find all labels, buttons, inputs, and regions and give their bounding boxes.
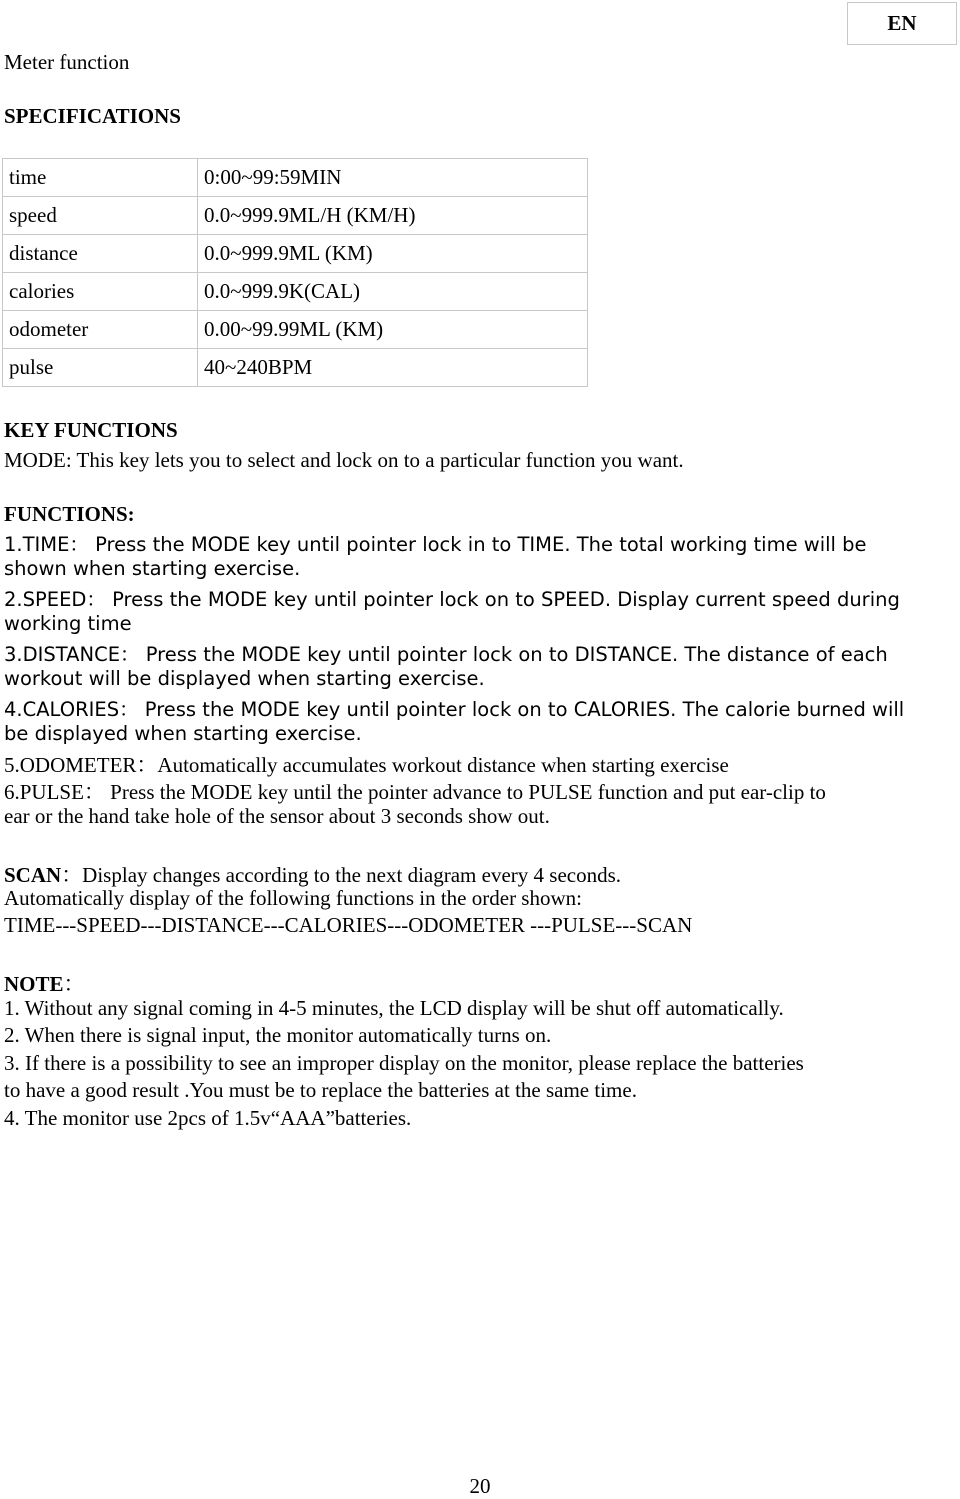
page-number: 20 — [469, 1474, 491, 1498]
function-line: 1.TIME： Press the MODE key until pointer lock in to TIME. The total working time will be — [4, 533, 867, 556]
spec-value: 0.00~99.99ML (KM) — [198, 311, 588, 349]
spec-value: 40~240BPM — [198, 349, 588, 387]
specifications-heading: SPECIFICATIONS — [4, 104, 181, 128]
spec-label: speed — [3, 197, 198, 235]
language-badge: EN — [847, 2, 957, 45]
table-row — [3, 311, 588, 349]
function-line: 3.DISTANCE： Press the MODE key until pointer lock on to DISTANCE. The distance of each — [4, 643, 888, 666]
scan-order: TIME---SPEED---DISTANCE---CALORIES---ODOMETER ---PULSE---SCAN — [4, 913, 693, 937]
functions-heading: FUNCTIONS: — [4, 502, 135, 526]
spec-label: odometer — [3, 311, 198, 349]
note-label: NOTE — [4, 972, 64, 996]
spec-value: 0:00~99:59MIN — [198, 159, 588, 197]
table-row — [3, 159, 588, 197]
table-row — [3, 235, 588, 273]
mode-description: MODE: This key lets you to select and lock on to a particular function you want. — [4, 448, 684, 472]
page-title: Meter function — [4, 50, 130, 74]
spec-label: pulse — [3, 349, 198, 387]
function-line: 5.ODOMETER：Automatically accumulates workout distance when starting exercise — [4, 753, 729, 777]
function-line: 4.CALORIES： Press the MODE key until pointer lock on to CALORIES. The calorie burned will — [4, 698, 905, 721]
note-line: 3. If there is a possibility to see an improper display on the monitor, please replace the batteries — [4, 1051, 804, 1075]
note-line: 2. When there is signal input, the monitor automatically turns on. — [4, 1023, 552, 1047]
function-line: 2.SPEED： Press the MODE key until pointer lock on to SPEED. Display current speed during — [4, 588, 900, 611]
scan-label: SCAN — [4, 863, 62, 887]
function-line: be displayed when starting exercise. — [4, 722, 362, 745]
table-row — [3, 197, 588, 235]
function-line: working time — [4, 612, 132, 635]
table-row — [3, 349, 588, 387]
spec-value: 0.0~999.9ML/H (KM/H) — [198, 197, 588, 235]
spec-label: distance — [3, 235, 198, 273]
spec-value: 0.0~999.9ML (KM) — [198, 235, 588, 273]
note-heading — [4, 968, 85, 998]
spec-value: 0.0~999.9K(CAL) — [198, 273, 588, 311]
note-line: to have a good result .You must be to replace the batteries at the same time. — [4, 1078, 637, 1102]
scan-description — [4, 859, 621, 889]
scan-text: ：Display changes according to the next diagram every 4 seconds. — [61, 863, 622, 887]
scan-order-intro: Automatically display of the following functions in the order shown: — [4, 886, 582, 910]
function-line: ear or the hand take hole of the sensor about 3 seconds show out. — [4, 804, 550, 828]
spec-label: calories — [3, 273, 198, 311]
function-line: workout will be displayed when starting exercise. — [4, 667, 485, 690]
spec-label: time — [3, 159, 198, 197]
note-line: 1. Without any signal coming in 4-5 minutes, the LCD display will be shut off automatically. — [4, 996, 784, 1020]
key-functions-heading: KEY FUNCTIONS — [4, 418, 178, 442]
function-line: shown when starting exercise. — [4, 557, 301, 580]
table-row — [3, 273, 588, 311]
function-line: 6.PULSE： Press the MODE key until the pointer advance to PULSE function and put ear-clip to — [4, 780, 826, 804]
specifications-table — [2, 158, 588, 387]
note-colon: ： — [63, 972, 85, 996]
note-line: 4. The monitor use 2pcs of 1.5v“AAA”batteries. — [4, 1106, 412, 1130]
